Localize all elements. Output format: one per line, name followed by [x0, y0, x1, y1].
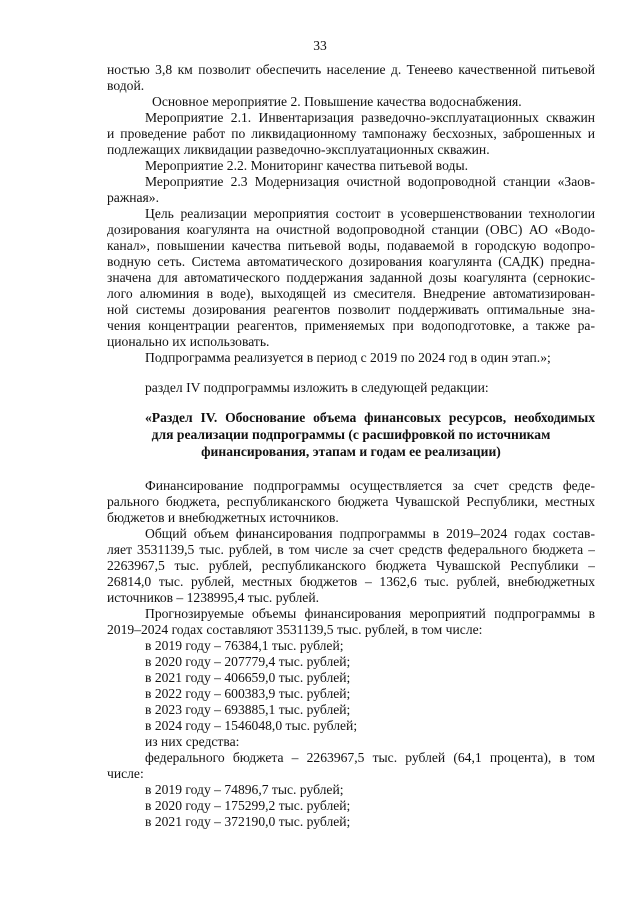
text-line: Мероприятие 2.3 Модернизация очистной водопроводной станции «Заов-: [145, 174, 595, 189]
text-line: Мероприятие 2.1. Инвентаризация разведочно-эксплуатационных скважин: [145, 110, 595, 125]
section-heading: «Раздел IV. Обоснование объема финансовых ресурсов, необходимых: [145, 410, 595, 425]
text-line: подлежащих ликвидации разведочно-эксплуатационных скважин.: [107, 142, 490, 157]
text-line: и проведение работ по ликвидационному тампонажу бесхозных, заброшенных и: [107, 126, 595, 141]
list-item: в 2021 году – 372190,0 тыс. рублей;: [145, 814, 351, 829]
text-line: 2263967,5 тыс. рублей, республиканского бюджета Чувашской Республики –: [107, 558, 595, 573]
text-line: ной системы дозирования реагентов позволит поддерживать оптимальные зна-: [107, 302, 595, 317]
document-body: [107, 62, 595, 830]
section-heading: для реализации подпрограммы (с расшифровкой по источникам: [151, 427, 551, 442]
text-line: Подпрограмма реализуется в период с 2019 по 2024 год в один этап.»;: [145, 350, 551, 365]
text-line: ционально их использовать.: [107, 334, 270, 349]
list-item: в 2024 году – 1546048,0 тыс. рублей;: [145, 718, 358, 733]
text-line: водой.: [107, 78, 145, 93]
text-line: канал», повышении качества питьевой воды, подаваемой в городскую водопро-: [107, 238, 595, 253]
text-line: Мероприятие 2.2. Мониторинг качества питьевой воды.: [145, 158, 468, 173]
list-item: в 2023 году – 693885,1 тыс. рублей;: [145, 702, 351, 717]
text-line: источников – 1238995,4 тыс. рублей.: [107, 590, 320, 605]
instruction-line: раздел IV подпрограммы изложить в следующей редакции:: [145, 380, 489, 395]
list-item: в 2020 году – 207779,4 тыс. рублей;: [145, 654, 351, 669]
text-line: Основное мероприятие 2. Повышение качества водоснабжения.: [152, 94, 522, 109]
list-item: в 2020 году – 175299,2 тыс. рублей;: [145, 798, 351, 813]
page-number: 33: [313, 38, 327, 53]
spacer: [107, 366, 595, 380]
text-line: дозирования коагулянта на очистной водопроводной станции (ОВС) АО «Водо-: [107, 222, 595, 237]
text-line: рального бюджета, республиканского бюджета Чувашской Республики, местных: [107, 494, 595, 509]
text-line: ляет 3531139,5 тыс. рублей, в том числе за счет средств федерального бюджета –: [107, 542, 595, 557]
text-line: Цель реализации мероприятия состоит в усовершенствовании технологии: [145, 206, 595, 221]
text-line: Общий объем финансирования подпрограммы в 2019–2024 годах состав-: [145, 526, 595, 541]
text-line: Финансирование подпрограммы осуществляется за счет средств феде-: [145, 478, 595, 493]
text-line: Прогнозируемые объемы финансирования мероприятий подпрограммы в: [145, 606, 595, 621]
text-line: бюджетов и внебюджетных источников.: [107, 510, 339, 525]
list-item: в 2022 году – 600383,9 тыс. рублей;: [145, 686, 351, 701]
text-line: 26814,0 тыс. рублей, местных бюджетов – 1362,6 тыс. рублей, внебюджетных: [107, 574, 595, 589]
text-line: числе:: [107, 766, 144, 781]
text-line: значена для автоматического поддержания заданной дозы коагулянта (сернокис-: [107, 270, 595, 285]
text-line: ностью 3,8 км позволит обеспечить население д. Тенеево качественной питьевой: [107, 62, 595, 77]
list-item: в 2019 году – 74896,7 тыс. рублей;: [145, 782, 344, 797]
text-line: водную сеть. Система автоматического дозирования коагулянта (САДК) предна-: [107, 254, 595, 269]
text-line: 2019–2024 годах составляют 3531139,5 тыс. рублей, в том числе:: [107, 622, 483, 637]
text-line: лого алюминия в воде), выходящей из смесителя. Внедрение автоматизирован-: [107, 286, 595, 301]
spacer: [107, 396, 595, 410]
text-line: из них средства:: [145, 734, 240, 749]
section-heading: финансирования, этапам и годам ее реализации): [201, 444, 501, 459]
list-item: в 2019 году – 76384,1 тыс. рублей;: [145, 638, 344, 653]
spacer: [107, 461, 595, 478]
text-line: федерального бюджета – 2263967,5 тыс. рублей (64,1 процента), в том: [145, 750, 595, 765]
text-line: ражная».: [107, 190, 159, 205]
text-line: чения концентрации реагентов, применяемых при водоподготовке, а также ра-: [107, 318, 595, 333]
list-item: в 2021 году – 406659,0 тыс. рублей;: [145, 670, 351, 685]
